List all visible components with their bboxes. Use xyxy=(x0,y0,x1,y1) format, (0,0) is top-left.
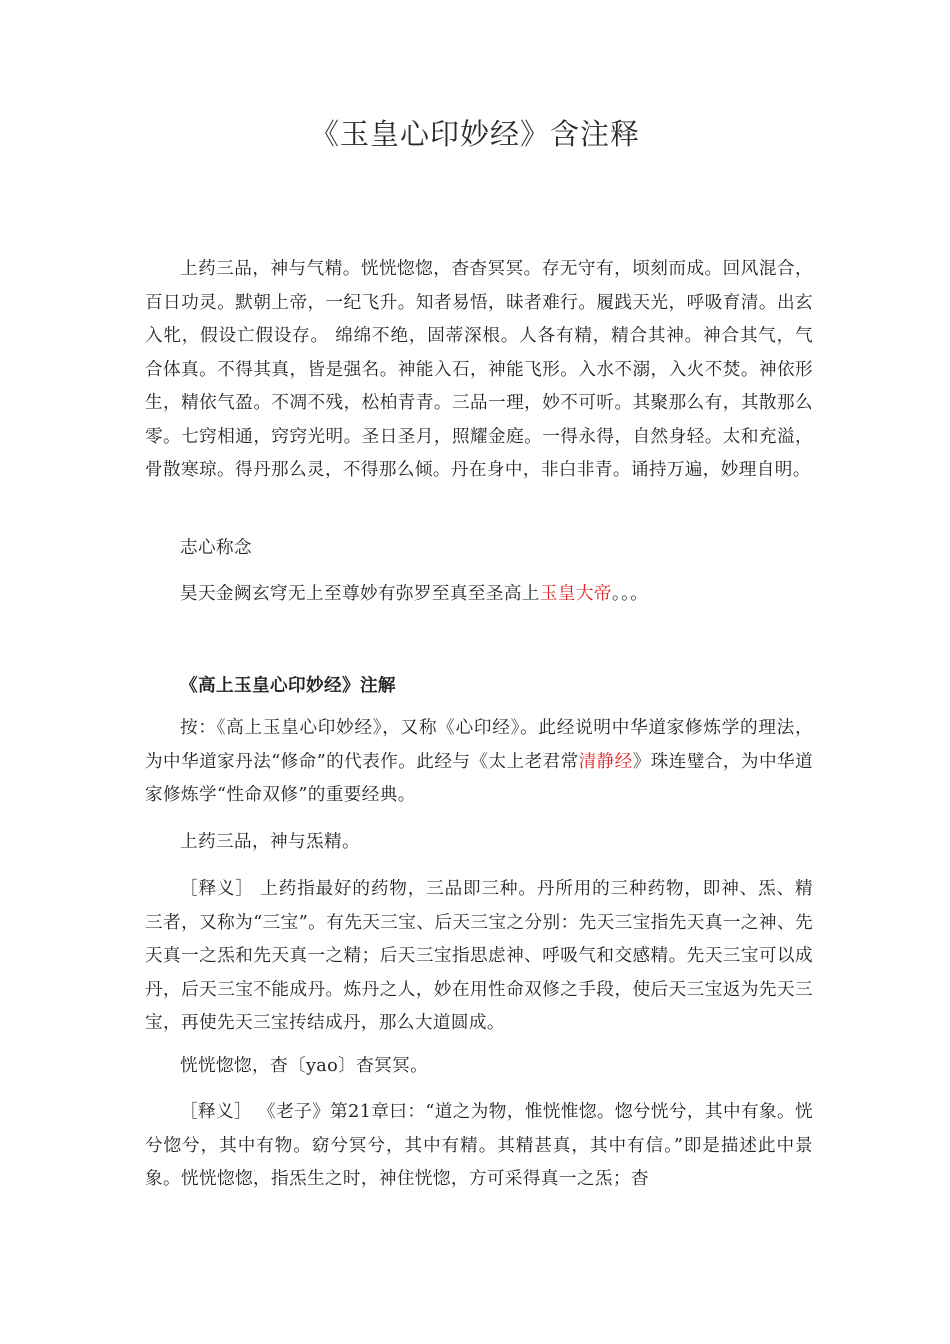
scripture-text: 上药三品，神与气精。恍恍惚惚，杳杳冥冥。存无守有，顷刻而成。回风混合，百日功灵。默朝上帝，一纪飞升。知者易悟，昧者难行。履践天光，呼吸育清。出玄入牝，假设亡假设存。 绵绵不绝，固蒂深根。人各有精，精合其神。神合其气，气合体真。不得其真，皆是强名。神能入石，神能飞形。入水不溺，入火不焚。神依形生，精依气盈。不凋不残，松柏青青。三品一理，妙不可听。其聚那么有，其散那么零。七窍相通，窍窍光明。圣日圣月，照耀金庭。一得永得，自然身轻。太和充溢，骨散寒琼。得丹那么灵，不得那么倾。丹在身中，非白非青。诵持万遍，妙理自明。 xyxy=(145,259,813,480)
explanation-1: ［释义］ 上药指最好的药物，三品即三种。丹所用的三种药物，即神、炁、精三者，又称为“三宝”。有先天三宝、后天三宝之分别：先天三宝指先天真一之神、先天真一之炁和先天真一之精；后天三宝指思虑神、呼吸气和交感精。先天三宝可以成丹，后天三宝不能成丹。炼丹之人，妙在用性命双修之手段，使后天三宝返为先天三宝，再使先天三宝抟结成丹，那么大道圆成。 xyxy=(145,879,813,1033)
invocation-ending: 。。。 xyxy=(611,584,649,604)
verse-line-2: 恍恍惚惚，杳〔yao〕杳冥冥。 xyxy=(180,1056,429,1076)
invocation-line xyxy=(180,578,648,612)
verse-line-1: 上药三品，神与炁精。 xyxy=(180,832,360,852)
commentary-heading: 《高上玉皇心印妙经》注解 xyxy=(180,675,396,696)
explanation-2: ［释义］ 《老子》第21章曰：“道之为物，惟恍惟惚。惚兮恍兮，其中有象。恍兮惚兮，其中有物。窈兮冥兮，其中有精。其精甚真，其中有信。”即是描述此中景象。恍恍惚惚，指炁生之时，神住恍惚，方可采得真一之炁；杳 xyxy=(145,1102,813,1189)
intro-text-end: 》珠连璧合，为中华道家修炼学“性命双修”的重要经典。 xyxy=(145,751,813,805)
invocation-highlight-link[interactable]: 玉皇大帝 xyxy=(539,584,612,604)
commentary-intro xyxy=(145,712,813,813)
intro-text: 按：《高上玉皇心印妙经》，又称《心印经》。此经说明中华道家修炼学的理法，为中华道家丹法“修命”的代表作。此经与《太上老君常 xyxy=(145,718,813,772)
invocation-text: 昊天金阙玄穹无上至尊妙有弥罗至真至圣高上 xyxy=(180,584,540,604)
document-title: 《玉皇心印妙经》含注释 xyxy=(309,117,640,151)
intro-highlight-link[interactable]: 清静经 xyxy=(578,751,633,772)
zhixin-line: 志心称念 xyxy=(180,538,252,558)
